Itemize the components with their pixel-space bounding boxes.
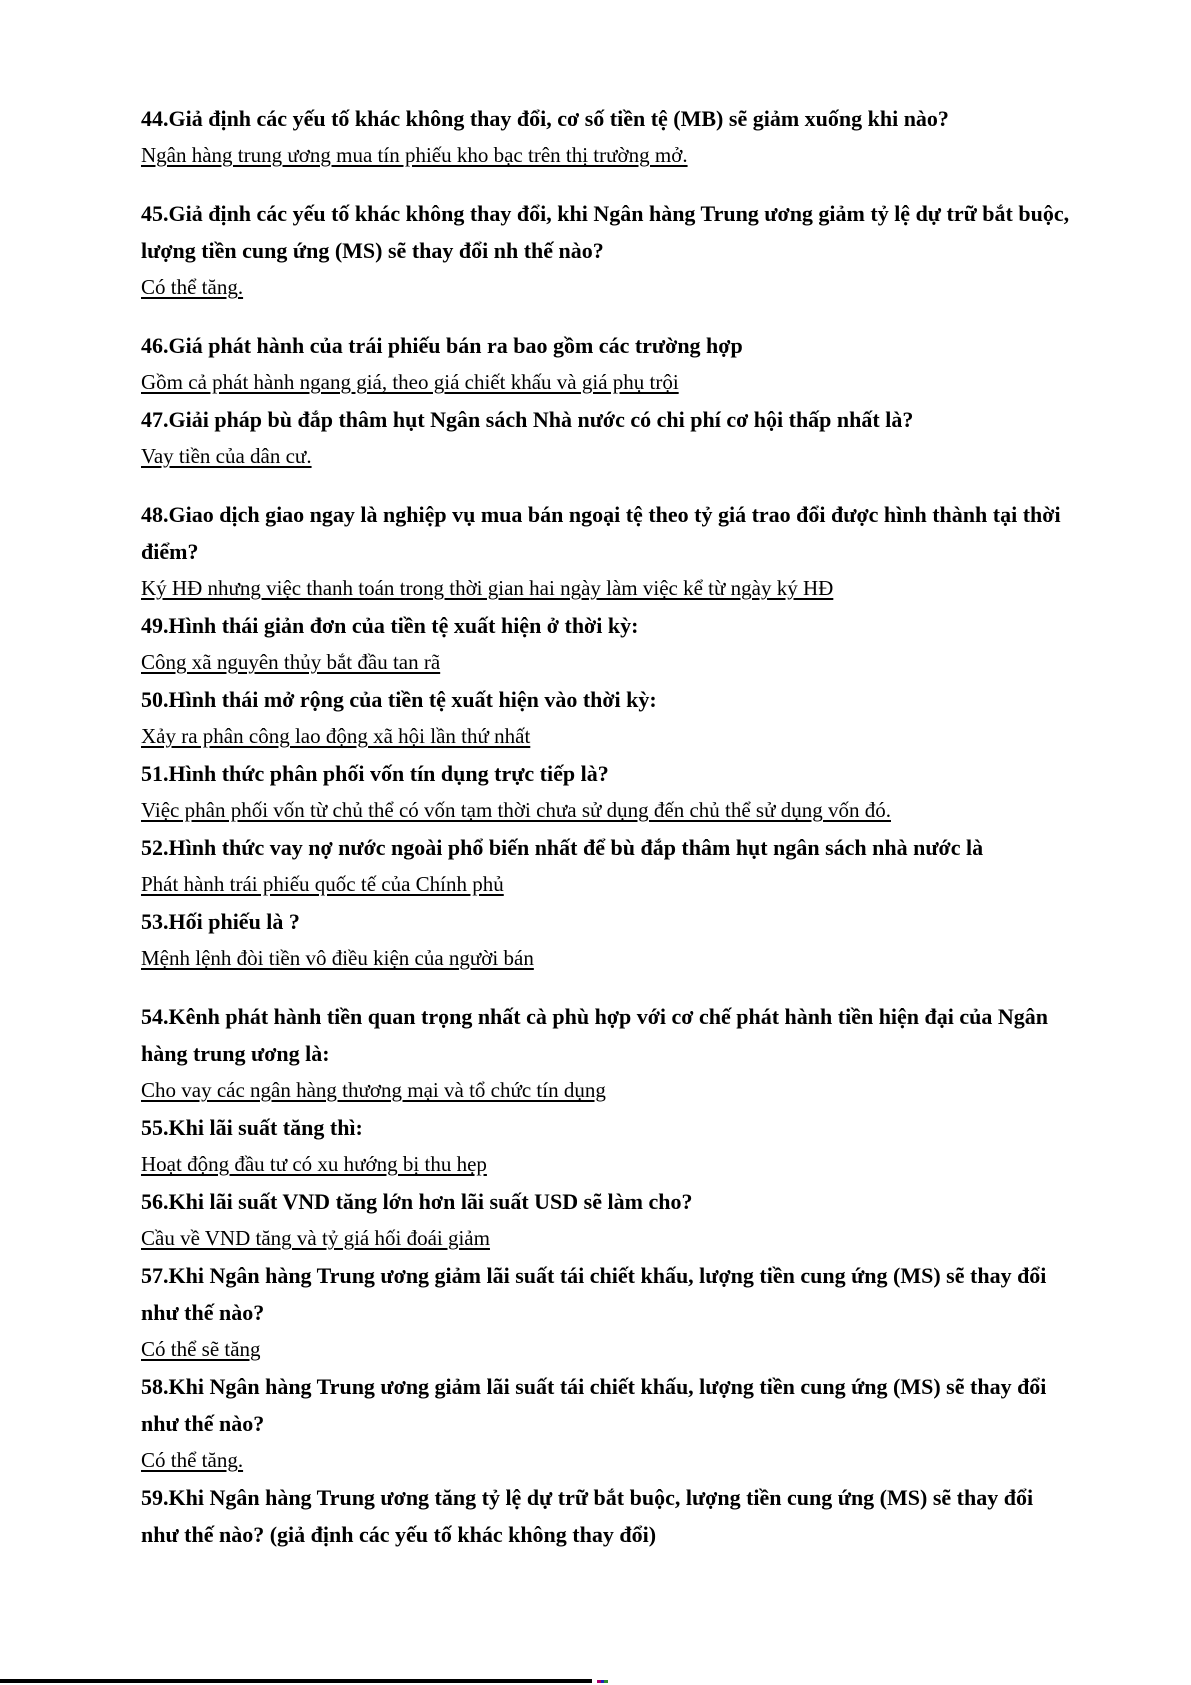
- question-number: 45.: [141, 201, 169, 226]
- question-text: Khi Ngân hàng Trung ương giảm lãi suất tái chiết khấu, lượng tiền cung ứng (MS) sẽ thay đổi như thế nào?: [141, 1374, 1047, 1436]
- question: [141, 1368, 1076, 1442]
- question-text: Giả định các yếu tố khác không thay đổi, cơ số tiền tệ (MB) sẽ giảm xuống khi nào?: [168, 106, 949, 131]
- qa-item: [141, 998, 1076, 1109]
- question-number: 56.: [141, 1189, 169, 1214]
- question-text: Giá phát hành của trái phiếu bán ra bao gồm các trường hợp: [168, 333, 743, 358]
- qa-item: [141, 903, 1076, 977]
- question: [141, 1183, 1076, 1220]
- question-number: 49.: [141, 613, 169, 638]
- question: [141, 903, 1076, 940]
- question: [141, 755, 1076, 792]
- qa-item: [141, 1183, 1076, 1257]
- question: [141, 496, 1076, 570]
- question-number: 58.: [141, 1374, 169, 1399]
- question-number: 54.: [141, 1004, 169, 1029]
- render-artifact-mark: [597, 1680, 608, 1683]
- question: [141, 681, 1076, 718]
- qa-item: [141, 195, 1076, 306]
- answer-text: Có thể sẽ tăng: [141, 1337, 261, 1361]
- qa-item: [141, 327, 1076, 401]
- page-bottom-rule: [0, 1679, 592, 1683]
- question-number: 44.: [141, 106, 169, 131]
- qa-item: [141, 1368, 1076, 1479]
- question: [141, 998, 1076, 1072]
- answer-text: Gồm cả phát hành ngang giá, theo giá chiết khấu và giá phụ trội: [141, 370, 679, 394]
- question-number: 47.: [141, 407, 169, 432]
- answer-text: Việc phân phối vốn từ chủ thể có vốn tạm thời chưa sử dụng đến chủ thể sử dụng vốn đó.: [141, 798, 891, 822]
- question-text: Hình thái mở rộng của tiền tệ xuất hiện vào thời kỳ:: [168, 687, 657, 712]
- question-text: Hình thái giản đơn của tiền tệ xuất hiện ở thời kỳ:: [168, 613, 639, 638]
- qa-item: [141, 829, 1076, 903]
- question-text: Khi lãi suất VND tăng lớn hơn lãi suất USD sẽ làm cho?: [168, 1189, 693, 1214]
- question: [141, 195, 1076, 269]
- question-number: 57.: [141, 1263, 169, 1288]
- question: [141, 100, 1076, 137]
- answer-text: Hoạt động đầu tư có xu hướng bị thu hẹp: [141, 1152, 487, 1176]
- question-number: 48.: [141, 502, 169, 527]
- question: [141, 327, 1076, 364]
- answer-text: Có thể tăng.: [141, 275, 244, 299]
- question-text: Giải pháp bù đắp thâm hụt Ngân sách Nhà nước có chi phí cơ hội thấp nhất là?: [168, 407, 914, 432]
- question-text: Hình thức vay nợ nước ngoài phổ biến nhất để bù đắp thâm hụt ngân sách nhà nước là: [168, 835, 984, 860]
- qa-item: [141, 401, 1076, 475]
- answer-text: Ký HĐ nhưng việc thanh toán trong thời gian hai ngày làm việc kể từ ngày ký HĐ: [141, 576, 834, 600]
- answer-text: Ngân hàng trung ương mua tín phiếu kho bạc trên thị trường mở.: [141, 143, 688, 167]
- answer-text: Có thể tăng.: [141, 1448, 244, 1472]
- question-number: 53.: [141, 909, 169, 934]
- question: [141, 1257, 1076, 1331]
- qa-item: [141, 1109, 1076, 1183]
- answer-text: Công xã nguyên thủy bắt đầu tan rã: [141, 650, 441, 674]
- question-text: Khi Ngân hàng Trung ương giảm lãi suất tái chiết khấu, lượng tiền cung ứng (MS) sẽ thay đổi như thế nào?: [141, 1263, 1047, 1325]
- question-text: Kênh phát hành tiền quan trọng nhất cà phù hợp với cơ chế phát hành tiền hiện đại của Ngân hàng trung ương là:: [141, 1004, 1049, 1066]
- question: [141, 1109, 1076, 1146]
- document-page: [141, 100, 1076, 1553]
- question: [141, 1479, 1076, 1553]
- question-text: Khi Ngân hàng Trung ương tăng tỷ lệ dự trữ bắt buộc, lượng tiền cung ứng (MS) sẽ thay đổi như thế nào? (giả định các yếu tố khác không thay đổi): [141, 1485, 1034, 1547]
- answer-text: Cho vay các ngân hàng thương mại và tổ chức tín dụng: [141, 1078, 606, 1102]
- qa-item: [141, 1257, 1076, 1368]
- question: [141, 401, 1076, 438]
- qa-item: [141, 100, 1076, 174]
- qa-item: [141, 1479, 1076, 1553]
- question-text: Khi lãi suất tăng thì:: [168, 1115, 363, 1140]
- question-text: Hối phiếu là ?: [168, 909, 300, 934]
- question-text: Giao dịch giao ngay là nghiệp vụ mua bán ngoại tệ theo tỷ giá trao đổi được hình thành tại thời điểm?: [141, 502, 1061, 564]
- answer-text: Cầu về VND tăng và tỷ giá hối đoái giảm: [141, 1226, 490, 1250]
- question-number: 51.: [141, 761, 169, 786]
- answer-text: Vay tiền của dân cư.: [141, 444, 312, 468]
- qa-item: [141, 496, 1076, 607]
- question-number: 50.: [141, 687, 169, 712]
- question: [141, 829, 1076, 866]
- question-number: 52.: [141, 835, 169, 860]
- qa-item: [141, 607, 1076, 681]
- question: [141, 607, 1076, 644]
- question-number: 55.: [141, 1115, 169, 1140]
- answer-text: Mệnh lệnh đòi tiền vô điều kiện của người bán: [141, 946, 534, 970]
- qa-item: [141, 755, 1076, 829]
- question-text: Hình thức phân phối vốn tín dụng trực tiếp là?: [168, 761, 609, 786]
- qa-item: [141, 681, 1076, 755]
- answer-text: Phát hành trái phiếu quốc tế của Chính phủ: [141, 872, 504, 896]
- question-text: Giả định các yếu tố khác không thay đổi, khi Ngân hàng Trung ương giảm tỷ lệ dự trữ bắt buộc, lượng tiền cung ứng (MS) sẽ thay đổi nh thế nào?: [141, 201, 1070, 263]
- question-number: 46.: [141, 333, 169, 358]
- question-number: 59.: [141, 1485, 169, 1510]
- answer-text: Xảy ra phân công lao động xã hội lần thứ nhất: [141, 724, 531, 748]
